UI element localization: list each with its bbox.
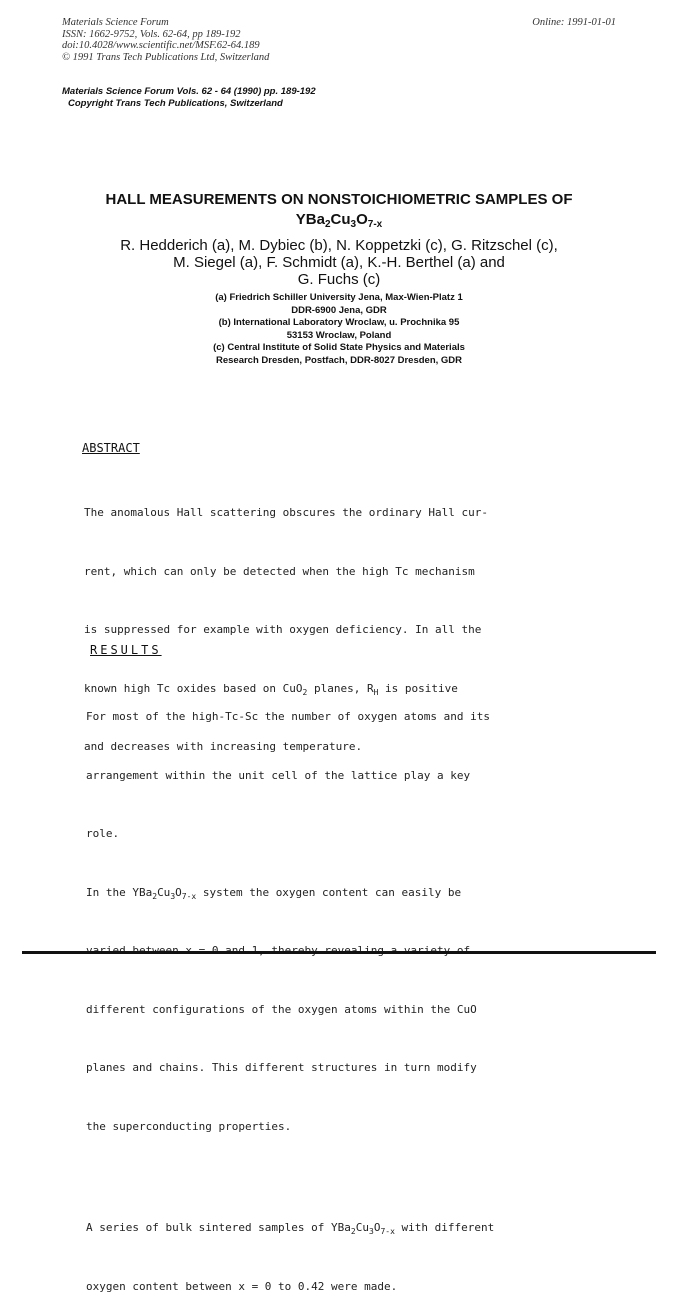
results-line: different configurations of the oxygen atoms within the CuO [86,1002,477,1016]
affiliation-line: (b) International Laboratory Wroclaw, u. Prochnika 95 [218,317,460,328]
paper-title [0,190,678,235]
results-line: the superconducting properties. [86,1119,292,1133]
abstract-line: rent, which can only be detected when the high Tc mechanism [84,564,475,578]
abstract-line: is suppressed for example with oxygen deficiency. In all the [84,623,482,636]
online-date: Online: 1991-01-01 [532,17,616,28]
journal-volume-line: Materials Science Forum Vols. 62 - 64 (1990) pp. 189-192 [62,86,316,97]
meta-copyright: © 1991 Trans Tech Publications Ltd, Switzerland [62,51,270,63]
affiliation-line: 53153 Wroclaw, Poland [286,329,392,341]
author-line-3: G. Fuchs (c) [297,271,381,288]
results-line: planes and chains. This different structures in turn modify [86,1061,477,1074]
meta-issn: ISSN: 1662-9752, Vols. 62-64, pp 189-192 [62,28,241,40]
meta-doi: doi:10.4028/www.scientific.net/MSF.62-64.189 [62,40,260,51]
publication-metadata [62,17,269,63]
abstract-line: and decreases with increasing temperature. [84,740,363,753]
results-line: role. [86,827,120,840]
title-formula: $YBa_2Cu_3O_{7-x}$ [295,211,383,230]
results-body [86,668,494,1316]
affiliation-line: Research Dresden, Postfach, DDR-8027 Dresden, GDR [215,354,463,366]
journal-reference [62,86,316,110]
meta-journal: Materials Science Forum [62,17,169,28]
results-line: A series of bulk sintered samples of $YBa_2Cu_3O_{7-x}$ with different [86,1221,495,1236]
abstract-line: known high Tc oxides based on CuO$_2$ planes, $R_H$ is positive [84,681,458,697]
affiliations [0,292,678,367]
paragraph-gap [86,1175,494,1179]
title-line-1: HALL MEASUREMENTS ON NONSTOICHIOMETRIC SAMPLES OF [105,191,573,208]
results-line: arrangement within the unit cell of the lattice play a key [86,768,471,782]
author-line-2: M. Siegel (a), F. Schmidt (a), K.-H. Berthel (a) and [173,254,505,271]
abstract-heading: ABSTRACT [82,441,140,455]
abstract-line: The anomalous Hall scattering obscures the ordinary Hall cur- [84,506,488,519]
affiliation-line: (c) Central Institute of Solid State Physics and Materials [213,342,465,353]
results-heading: RESULTS [90,643,162,657]
affiliation-line: DDR-6900 Jena, GDR [291,304,387,316]
journal-copyright-line: Copyright Trans Tech Publications, Switzerland [68,98,283,109]
author-line-1: R. Hedderich (a), M. Dybiec (b), N. Koppetzki (c), G. Ritzschel (c), [120,237,558,254]
page-bottom-rule [22,951,656,954]
affiliation-line: (a) Friedrich Schiller University Jena, Max-Wien-Platz 1 [215,292,463,303]
results-line: In the $YBa_2Cu_3O_{7-x}$ system the oxygen content can easily be [86,885,462,901]
author-list [0,237,678,288]
results-line: oxygen content between x = 0 to 0.42 were made. [86,1279,398,1293]
results-line: For most of the high-Tc-Sc the number of oxygen atoms and its [86,710,490,723]
